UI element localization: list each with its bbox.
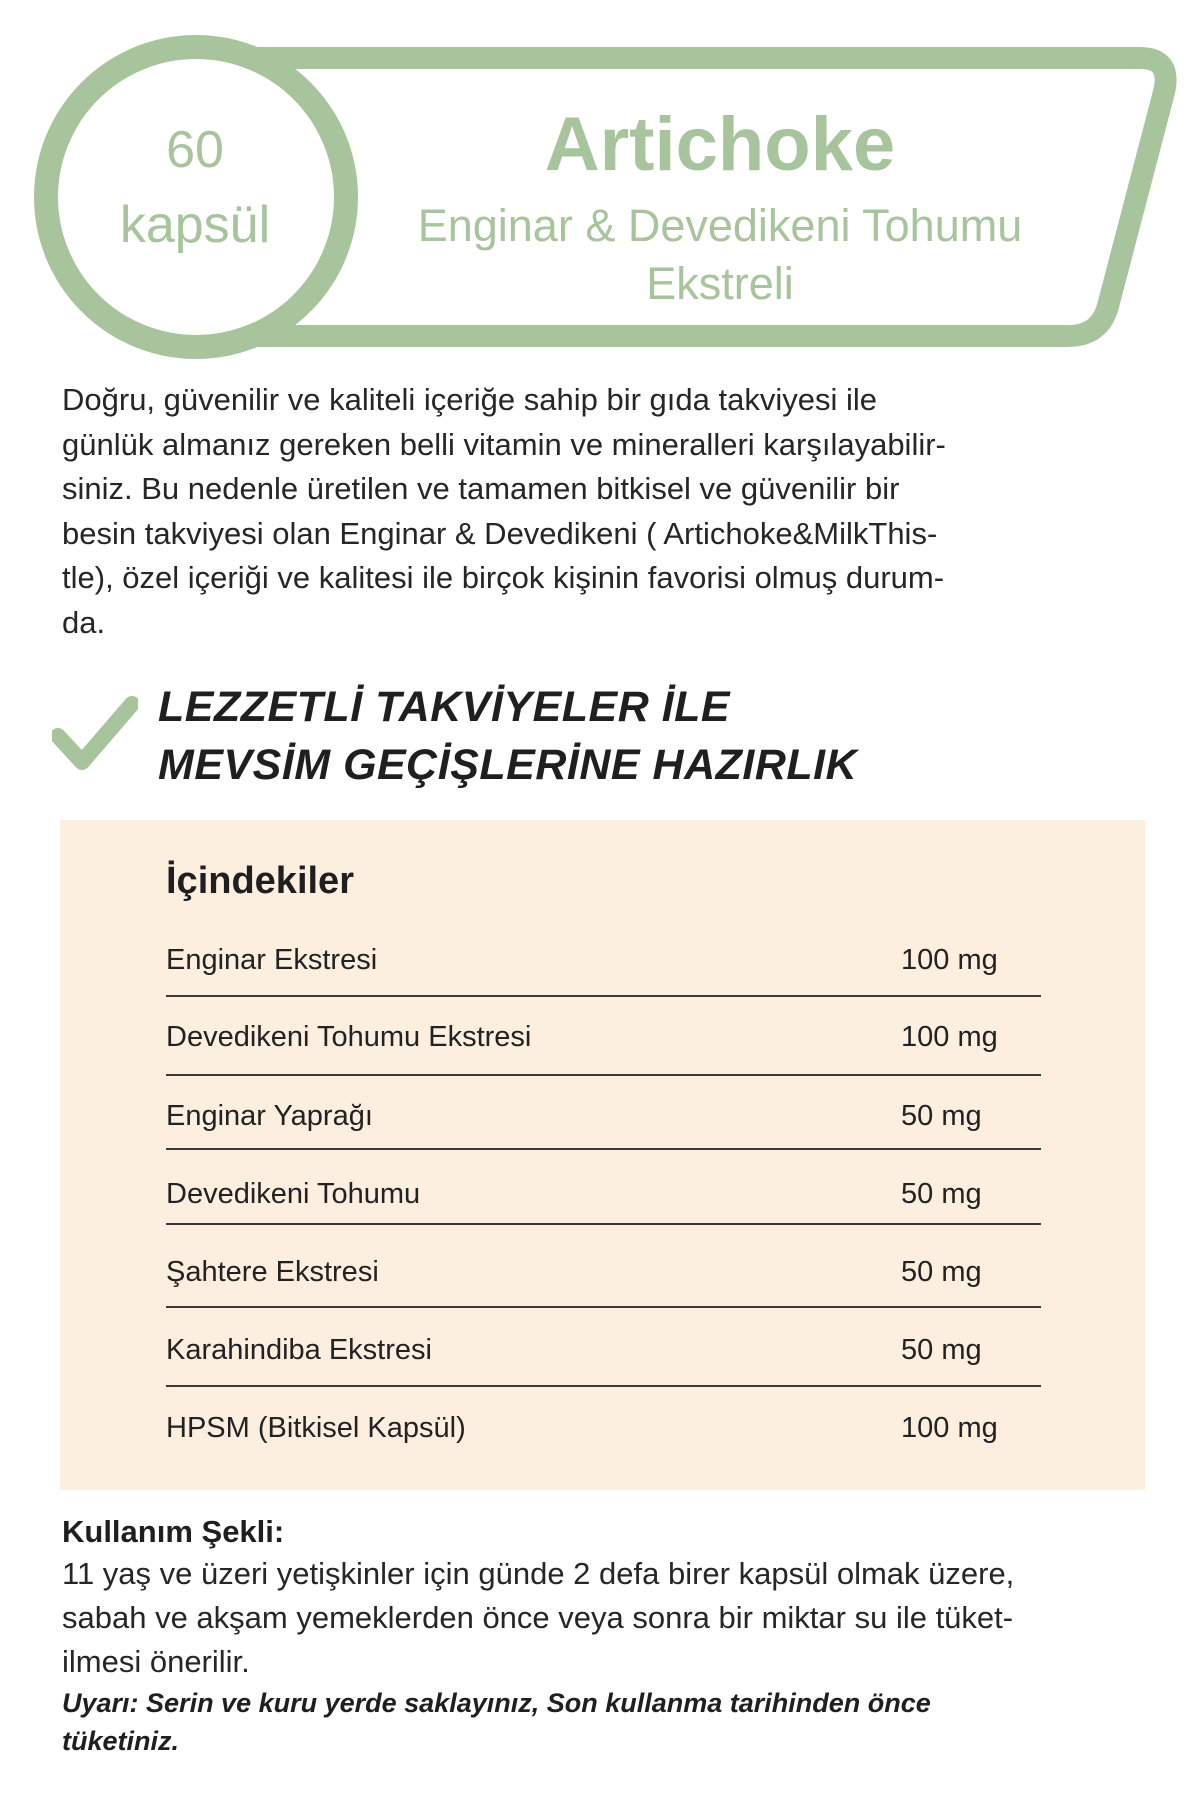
ingredient-row	[166, 1174, 1041, 1218]
product-subtitle-line2: Ekstreli	[646, 258, 794, 309]
ingredient-name: Enginar Yaprağı	[166, 1100, 373, 1132]
ingredient-amount: 50 mg	[901, 1100, 982, 1132]
headline-line2: MEVSİM GEÇİŞLERİNE HAZIRLIK	[158, 741, 858, 789]
intro-line: siniz. Bu nedenle üretilen ve tamamen bitkisel ve güvenilir bir	[62, 471, 900, 507]
ingredient-amount: 50 mg	[901, 1178, 982, 1210]
product-subtitle-line1: Enginar & Devedikeni Tohumu	[417, 200, 1023, 251]
ingredient-amount: 100 mg	[901, 1021, 998, 1053]
capsule-count: 60	[166, 121, 224, 179]
usage-title: Kullanım Şekli:	[62, 1514, 285, 1549]
ingredients-title: İçindekiler	[166, 860, 354, 902]
ingredient-row	[166, 1408, 1041, 1452]
headline-line1: LEZZETLİ TAKVİYELER İLE	[158, 683, 731, 731]
divider	[166, 1385, 1041, 1387]
ingredient-row	[166, 1096, 1041, 1140]
ingredient-amount: 50 mg	[901, 1256, 982, 1288]
ingredient-amount: 50 mg	[901, 1334, 982, 1366]
divider	[166, 1223, 1041, 1225]
usage-text	[62, 1552, 1142, 1684]
ingredient-row	[166, 1330, 1041, 1374]
product-name: Artichoke	[544, 102, 896, 187]
usage-line: ilmesi önerilir.	[62, 1644, 250, 1679]
ingredient-amount: 100 mg	[901, 944, 998, 976]
divider	[166, 995, 1041, 997]
intro-line: da.	[62, 604, 106, 640]
usage-line: sabah ve akşam yemeklerden önce veya sonra bir miktar su ile tüket-	[62, 1600, 1014, 1635]
ingredient-name: HPSM (Bitkisel Kapsül)	[166, 1412, 466, 1444]
warning-text	[62, 1684, 1142, 1760]
ingredient-name: Şahtere Ekstresi	[166, 1256, 379, 1288]
intro-line: besin takviyesi olan Enginar & Devedikeni ( Artichoke&MilkThis-	[62, 515, 938, 551]
ingredient-row	[166, 1252, 1041, 1296]
divider	[166, 1074, 1041, 1076]
intro-paragraph	[62, 378, 1142, 646]
header-banner-graphic	[0, 0, 1200, 380]
usage-line: 11 yaş ve üzeri yetişkinler için günde 2 defa birer kapsül olmak üzere,	[62, 1556, 1015, 1591]
ingredient-row	[166, 940, 1041, 984]
divider	[166, 1148, 1041, 1150]
divider	[166, 1306, 1041, 1308]
ingredients-panel	[60, 820, 1145, 1490]
warning-line: Uyarı: Serin ve kuru yerde saklayınız, Son kullanma tarihinden önce	[62, 1688, 931, 1718]
intro-line: Doğru, güvenilir ve kaliteli içeriğe sahip bir gıda takviyesi ile	[62, 382, 877, 417]
ingredient-amount: 100 mg	[901, 1412, 998, 1444]
ingredient-name: Devedikeni Tohumu	[166, 1178, 421, 1210]
capsule-unit: kapsül	[119, 196, 271, 254]
ingredient-row	[166, 1017, 1041, 1061]
warning-line: tüketiniz.	[62, 1726, 180, 1756]
headline	[158, 678, 857, 794]
ingredient-name: Enginar Ekstresi	[166, 944, 378, 976]
ingredient-name: Karahindiba Ekstresi	[166, 1334, 432, 1366]
ingredient-name: Devedikeni Tohumu Ekstresi	[166, 1021, 532, 1053]
checkmark-icon	[52, 696, 138, 776]
intro-line: tle), özel içeriği ve kalitesi ile birçok kişinin favorisi olmuş durum-	[62, 560, 945, 596]
intro-line: günlük almanız gereken belli vitamin ve mineralleri karşılayabilir-	[62, 426, 946, 462]
